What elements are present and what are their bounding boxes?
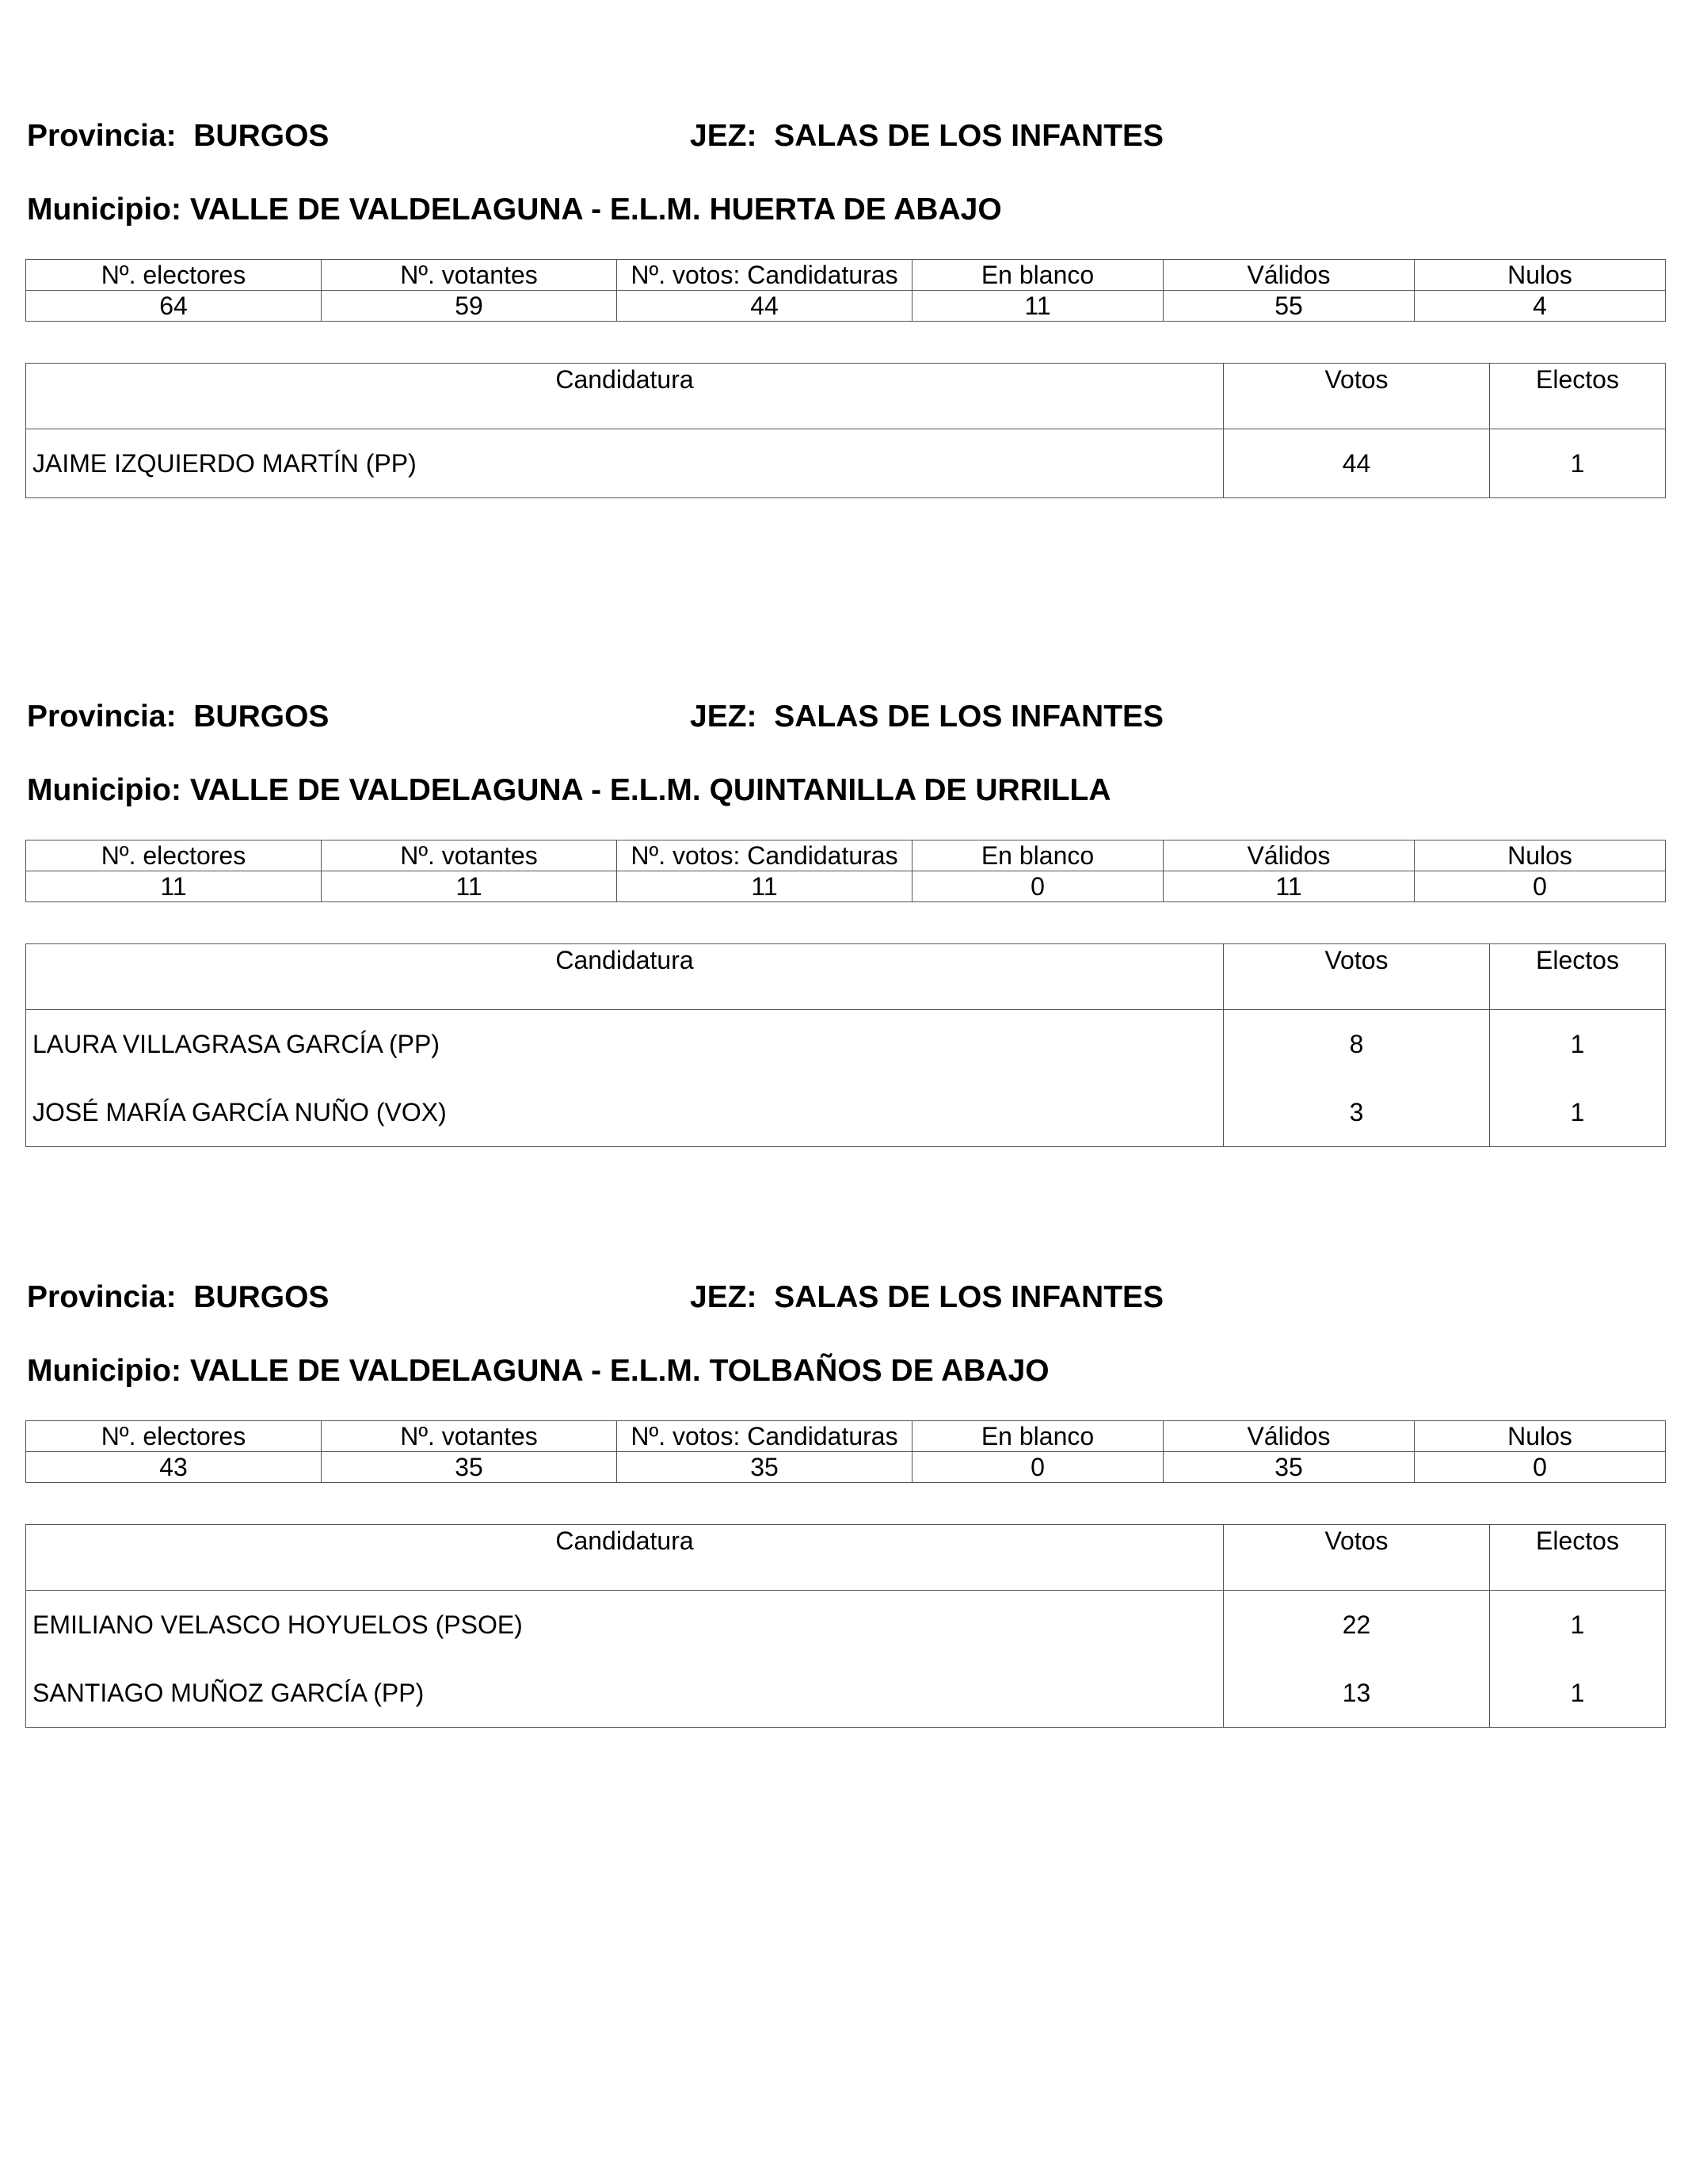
municipio-value: VALLE DE VALDELAGUNA - E.L.M. HUERTA DE ABAJO bbox=[189, 192, 1002, 227]
stats-value-en-blanco: 0 bbox=[912, 871, 1164, 902]
candidates-header-row bbox=[26, 364, 1666, 429]
candidate-electos: 1 bbox=[1490, 429, 1666, 498]
votos-header: Votos bbox=[1224, 944, 1490, 1010]
results-block-huerta-de-abajo bbox=[0, 0, 1684, 547]
stats-value-nulos: 0 bbox=[1415, 871, 1666, 902]
jez-value: SALAS DE LOS INFANTES bbox=[774, 699, 1164, 734]
stats-value-nulos: 0 bbox=[1415, 1452, 1666, 1483]
stats-header-nulos: Nulos bbox=[1415, 260, 1666, 291]
jez-label: JEZ: bbox=[690, 1280, 757, 1314]
stats-header-votantes: Nº. votantes bbox=[322, 1421, 617, 1452]
votos-header: Votos bbox=[1224, 364, 1490, 429]
stats-header-votos-candidaturas: Nº. votos: Candidaturas bbox=[617, 840, 912, 871]
stats-value-en-blanco: 0 bbox=[912, 1452, 1164, 1483]
municipio-value: VALLE DE VALDELAGUNA - E.L.M. TOLBAÑOS DE ABAJO bbox=[189, 1354, 1050, 1388]
stats-header-en-blanco: En blanco bbox=[912, 260, 1164, 291]
candidate-votos: 8 bbox=[1224, 1010, 1490, 1079]
candidates-header-row bbox=[26, 944, 1666, 1010]
candidate-electos: 1 bbox=[1490, 1659, 1666, 1728]
electos-header: Electos bbox=[1490, 944, 1666, 1010]
stats-header-votantes: Nº. votantes bbox=[322, 260, 617, 291]
candidates-table bbox=[25, 363, 1666, 498]
stats-value-validos: 35 bbox=[1164, 1452, 1415, 1483]
stats-value-votos-candidaturas: 11 bbox=[617, 871, 912, 902]
jez-value: SALAS DE LOS INFANTES bbox=[774, 119, 1164, 153]
jez-line bbox=[690, 701, 1164, 732]
candidate-row bbox=[26, 429, 1666, 498]
stats-table bbox=[25, 840, 1666, 902]
stats-header-votos-candidaturas: Nº. votos: Candidaturas bbox=[617, 260, 912, 291]
candidates-header-row bbox=[26, 1525, 1666, 1591]
candidate-votos: 44 bbox=[1224, 429, 1490, 498]
candidate-electos: 1 bbox=[1490, 1010, 1666, 1079]
municipio-label: Municipio: bbox=[27, 773, 181, 807]
votos-header: Votos bbox=[1224, 1525, 1490, 1591]
jez-label: JEZ: bbox=[690, 699, 757, 734]
candidate-row bbox=[26, 1010, 1666, 1079]
stats-value-votos-candidaturas: 44 bbox=[617, 291, 912, 322]
stats-value-validos: 55 bbox=[1164, 291, 1415, 322]
stats-header-row bbox=[26, 260, 1666, 291]
electos-header: Electos bbox=[1490, 1525, 1666, 1591]
municipio-label: Municipio: bbox=[27, 192, 181, 227]
candidate-electos: 1 bbox=[1490, 1078, 1666, 1147]
candidate-row bbox=[26, 1591, 1666, 1660]
municipio-value: VALLE DE VALDELAGUNA - E.L.M. QUINTANILLA DE URRILLA bbox=[189, 773, 1111, 807]
stats-value-en-blanco: 11 bbox=[912, 291, 1164, 322]
stats-header-electores: Nº. electores bbox=[26, 840, 322, 871]
stats-header-votantes: Nº. votantes bbox=[322, 840, 617, 871]
results-block-tolbanos-de-abajo bbox=[0, 1161, 1684, 1708]
candidates-table bbox=[25, 943, 1666, 1147]
provincia-label: Provincia: bbox=[27, 699, 177, 734]
stats-value-electores: 43 bbox=[26, 1452, 322, 1483]
candidate-votos: 13 bbox=[1224, 1659, 1490, 1728]
stats-header-row bbox=[26, 840, 1666, 871]
stats-value-electores: 64 bbox=[26, 291, 322, 322]
stats-header-nulos: Nulos bbox=[1415, 840, 1666, 871]
stats-value-row bbox=[26, 1452, 1666, 1483]
stats-value-votantes: 11 bbox=[322, 871, 617, 902]
stats-value-electores: 11 bbox=[26, 871, 322, 902]
candidate-row bbox=[26, 1659, 1666, 1728]
provincia-label: Provincia: bbox=[27, 1280, 177, 1314]
jez-line bbox=[690, 1282, 1164, 1313]
provincia-line bbox=[27, 701, 329, 732]
stats-header-en-blanco: En blanco bbox=[912, 840, 1164, 871]
stats-header-nulos: Nulos bbox=[1415, 1421, 1666, 1452]
stats-header-validos: Válidos bbox=[1164, 260, 1415, 291]
municipio-line bbox=[27, 1355, 1050, 1386]
provincia-line bbox=[27, 1282, 329, 1313]
stats-header-validos: Válidos bbox=[1164, 840, 1415, 871]
candidatura-header: Candidatura bbox=[26, 944, 1224, 1010]
candidate-votos: 22 bbox=[1224, 1591, 1490, 1660]
jez-value: SALAS DE LOS INFANTES bbox=[774, 1280, 1164, 1314]
candidate-name: EMILIANO VELASCO HOYUELOS (PSOE) bbox=[26, 1591, 1224, 1660]
stats-header-electores: Nº. electores bbox=[26, 260, 322, 291]
stats-value-votos-candidaturas: 35 bbox=[617, 1452, 912, 1483]
candidate-electos: 1 bbox=[1490, 1591, 1666, 1660]
candidatura-header: Candidatura bbox=[26, 1525, 1224, 1591]
stats-header-row bbox=[26, 1421, 1666, 1452]
stats-table bbox=[25, 259, 1666, 322]
candidates-table bbox=[25, 1524, 1666, 1728]
stats-value-votantes: 59 bbox=[322, 291, 617, 322]
municipio-line bbox=[27, 775, 1111, 806]
provincia-value: BURGOS bbox=[193, 119, 330, 153]
provincia-value: BURGOS bbox=[193, 699, 330, 734]
stats-header-validos: Válidos bbox=[1164, 1421, 1415, 1452]
stats-header-en-blanco: En blanco bbox=[912, 1421, 1164, 1452]
stats-value-votantes: 35 bbox=[322, 1452, 617, 1483]
stats-header-votos-candidaturas: Nº. votos: Candidaturas bbox=[617, 1421, 912, 1452]
municipio-line bbox=[27, 194, 1002, 225]
stats-header-electores: Nº. electores bbox=[26, 1421, 322, 1452]
provincia-value: BURGOS bbox=[193, 1280, 330, 1314]
stats-value-validos: 11 bbox=[1164, 871, 1415, 902]
municipio-label: Municipio: bbox=[27, 1354, 181, 1388]
stats-table bbox=[25, 1420, 1666, 1483]
candidate-name: SANTIAGO MUÑOZ GARCÍA (PP) bbox=[26, 1659, 1224, 1728]
candidate-votos: 3 bbox=[1224, 1078, 1490, 1147]
candidatura-header: Candidatura bbox=[26, 364, 1224, 429]
provincia-label: Provincia: bbox=[27, 119, 177, 153]
results-block-quintanilla-de-urrilla bbox=[0, 581, 1684, 1127]
candidate-name: LAURA VILLAGRASA GARCÍA (PP) bbox=[26, 1010, 1224, 1079]
candidate-name: JAIME IZQUIERDO MARTÍN (PP) bbox=[26, 429, 1224, 498]
stats-value-row bbox=[26, 871, 1666, 902]
candidate-name: JOSÉ MARÍA GARCÍA NUÑO (VOX) bbox=[26, 1078, 1224, 1147]
jez-label: JEZ: bbox=[690, 119, 757, 153]
stats-value-row bbox=[26, 291, 1666, 322]
electos-header: Electos bbox=[1490, 364, 1666, 429]
jez-line bbox=[690, 120, 1164, 151]
provincia-line bbox=[27, 120, 329, 151]
stats-value-nulos: 4 bbox=[1415, 291, 1666, 322]
candidate-row bbox=[26, 1078, 1666, 1147]
